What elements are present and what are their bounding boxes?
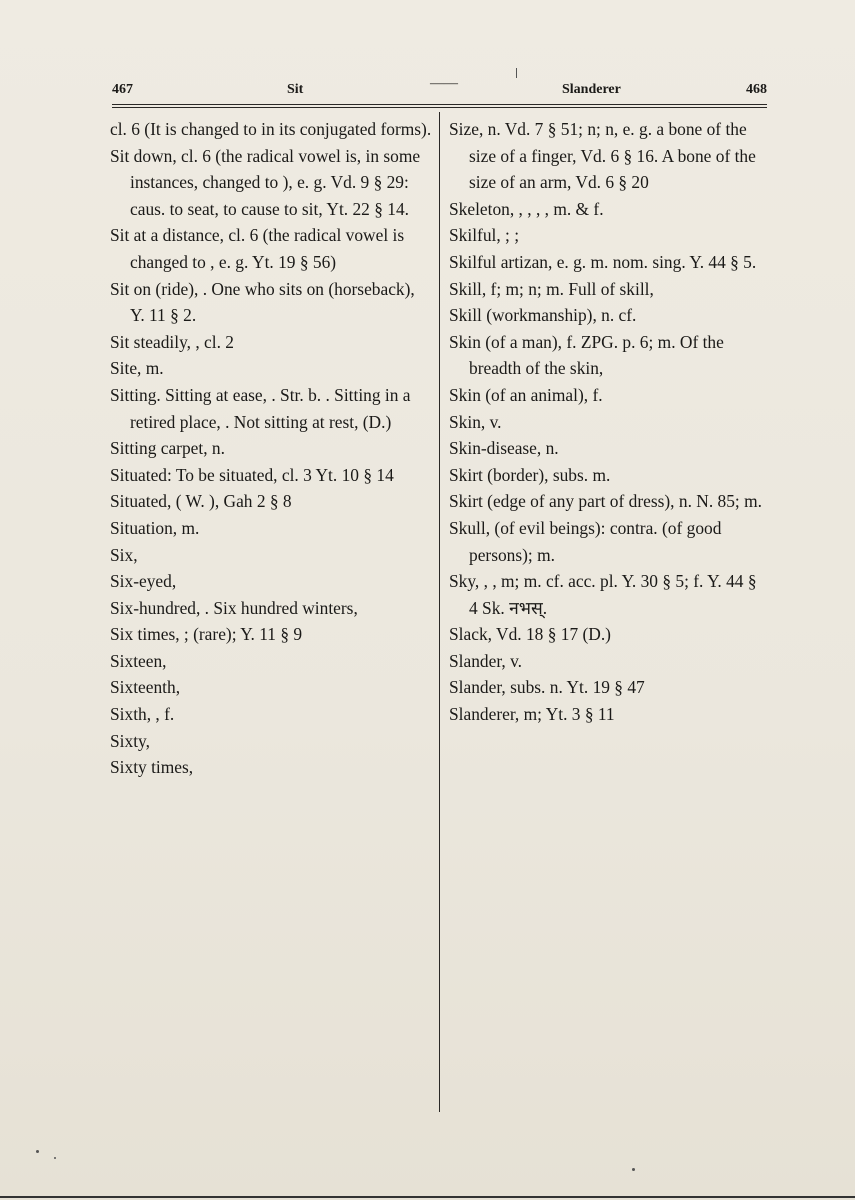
dictionary-entry: Sixty, [110, 730, 150, 751]
dictionary-entry: Sit steadily, , cl. 2 [110, 331, 234, 352]
guide-word-right: Slanderer [562, 82, 621, 97]
ink-speck [632, 1168, 635, 1171]
right-column [449, 116, 767, 728]
dictionary-entry: Sixth, , f. [110, 704, 175, 725]
ink-speck [36, 1150, 39, 1153]
dictionary-entry: Sixteen, [110, 650, 167, 671]
dictionary-entry: Slanderer, m; Yt. 3 § 11 [449, 704, 615, 725]
dictionary-entry: Sixty times, [110, 757, 194, 778]
dictionary-entry: Skilful, ; ; [449, 225, 520, 246]
dictionary-entry: Site, m. [110, 358, 164, 379]
dictionary-entry: Situated: To be situated, cl. 3 Yt. 10 § 14 [110, 464, 394, 485]
column-divider [439, 112, 440, 1112]
dictionary-entry: Six-hundred, . Six hundred winters, [110, 597, 358, 618]
dictionary-entry: Skill, f; m; n; m. Full of skill, [449, 278, 654, 299]
running-header [112, 78, 767, 104]
dictionary-entry: Size, n. Vd. 7 § 51; n; n, e. g. a bone of the size of a finger, Vd. 6 § 16. A bone of the size of an arm, Vd. 6 § 20 [449, 119, 756, 193]
dictionary-entry: Slack, Vd. 18 § 17 (D.) [449, 624, 611, 645]
page-mark [516, 68, 522, 78]
left-column [110, 116, 432, 781]
guide-word-left: Sit [287, 82, 304, 97]
dictionary-entry: Skirt (border), subs. m. [449, 464, 611, 485]
dictionary-entry: Sitting carpet, n. [110, 438, 225, 459]
dictionary-entry: Sixteenth, [110, 677, 181, 698]
page-number-right: 468 [746, 82, 767, 97]
dictionary-entry: Skirt (edge of any part of dress), n. N. 85; m. [449, 491, 762, 512]
dictionary-entry: Six, [110, 544, 138, 565]
dictionary-entry: Slander, subs. n. Yt. 19 § 47 [449, 677, 645, 698]
header-rule [112, 104, 767, 105]
scan-edge [0, 1196, 855, 1198]
dictionary-entry: Skin (of a man), f. ZPG. p. 6; m. Of the breadth of the skin, [449, 331, 724, 379]
dictionary-entry: Sitting. Sitting at ease, . Str. b. . Sitting in a retired place, . Not sitting at rest, (D.) [110, 384, 411, 432]
dictionary-entry: Situation, m. [110, 517, 200, 538]
dictionary-entry: Sit on (ride), . One who sits on (horseback), Y. 11 § 2. [110, 278, 415, 326]
dictionary-entry: Sit down, cl. 6 (the radical vowel is, in some instances, changed to ), e. g. Vd. 9 § 29: caus. to seat, to cause to sit, Yt. 22 § 14. [110, 145, 421, 219]
dictionary-entry: Skin-disease, n. [449, 438, 559, 459]
dictionary-entry: Skilful artizan, e. g. m. nom. sing. Y. 44 § 5. [449, 251, 757, 272]
dictionary-entry: Sit at a distance, cl. 6 (the radical vowel is changed to , e. g. Yt. 19 § 56) [110, 225, 405, 272]
dictionary-entry: Six-eyed, [110, 571, 177, 592]
dictionary-entry: Skin (of an animal), f. [449, 384, 603, 405]
dictionary-entry: Skeleton, , , , , m. & f. [449, 198, 604, 219]
dictionary-entry: Sky, , , m; m. cf. acc. pl. Y. 30 § 5; f. Y. 44 § 4 Sk. नभस्. [449, 571, 757, 618]
ink-speck [54, 1157, 56, 1159]
header-rule-double [112, 107, 767, 108]
dictionary-entry: Skin, v. [449, 411, 502, 432]
dictionary-entry: cl. 6 (It is changed to in its conjugated forms). [110, 119, 432, 139]
dictionary-entry: Slander, v. [449, 650, 523, 671]
page-number-left: 467 [112, 82, 133, 97]
dictionary-entry: Skull, (of evil beings): contra. (of good persons); m. [449, 517, 722, 565]
dictionary-entry: Situated, ( W. ), Gah 2 § 8 [110, 491, 292, 512]
dictionary-entry: Six times, ; (rare); Y. 11 § 9 [110, 624, 303, 645]
dictionary-entry: Skill (workmanship), n. cf. [449, 305, 637, 326]
header-dash: —— [430, 76, 458, 91]
